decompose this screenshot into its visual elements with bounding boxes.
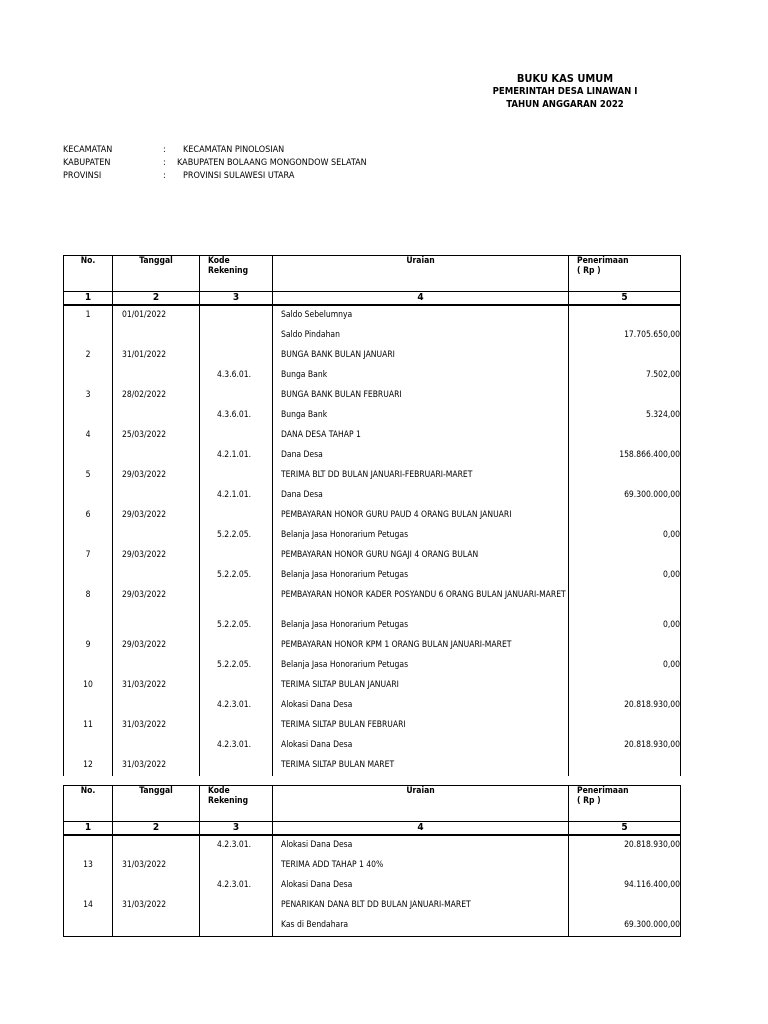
table-row <box>64 676 681 696</box>
cell-uraian: Bunga Bank <box>273 366 569 386</box>
cell-uraian: Belanja Jasa Honorarium Petugas <box>273 656 569 676</box>
cell-no <box>64 616 113 636</box>
cell-uraian: Alokasi Dana Desa <box>273 696 569 716</box>
cell-no: 5 <box>64 466 113 486</box>
document-year: TAHUN ANGGARAN 2022 <box>506 99 624 110</box>
cell-kode-rekening: 4.2.3.01. <box>200 696 273 716</box>
cell-uraian: BUNGA BANK BULAN JANUARI <box>273 346 569 366</box>
cell-uraian: TERIMA BLT DD BULAN JANUARI-FEBRUARI-MARET <box>273 466 569 486</box>
header-row <box>64 256 681 292</box>
cell-uraian: Saldo Sebelumnya <box>273 305 569 326</box>
cell-uraian: Kas di Bendahara <box>273 916 569 937</box>
table-row <box>64 616 681 636</box>
cell-tanggal <box>113 526 200 546</box>
cell-tanggal <box>113 486 200 506</box>
info-value: PROVINSI SULAWESI UTARA <box>183 171 295 181</box>
table-row <box>64 566 681 586</box>
cell-tanggal <box>113 736 200 756</box>
cell-tanggal <box>113 876 200 896</box>
cell-kode-rekening <box>200 326 273 346</box>
table-row <box>64 696 681 716</box>
cell-uraian: TERIMA SILTAP BULAN FEBRUARI <box>273 716 569 736</box>
cell-uraian: Dana Desa <box>273 446 569 466</box>
cell-uraian: PEMBAYARAN HONOR KADER POSYANDU 6 ORANG BULAN JANUARI-MARET <box>273 586 569 616</box>
cell-tanggal: 29/03/2022 <box>113 466 200 486</box>
col-number: 2 <box>113 822 200 836</box>
ledger-table-1 <box>63 255 681 776</box>
col-number: 4 <box>273 822 569 836</box>
cell-penerimaan: 0,00 <box>569 656 681 676</box>
cell-uraian: PEMBAYARAN HONOR GURU PAUD 4 ORANG BULAN JANUARI <box>273 506 569 526</box>
cell-tanggal <box>113 835 200 856</box>
cell-uraian: Alokasi Dana Desa <box>273 736 569 756</box>
col-number: 1 <box>64 292 113 306</box>
cell-tanggal <box>113 366 200 386</box>
info-colon: : <box>163 145 166 155</box>
cell-penerimaan: 5.324,00 <box>569 406 681 426</box>
cell-uraian: PEMBAYARAN HONOR GURU NGAJI 4 ORANG BULAN <box>273 546 569 566</box>
cell-uraian: Belanja Jasa Honorarium Petugas <box>273 526 569 546</box>
cell-kode-rekening <box>200 896 273 916</box>
cell-tanggal: 31/03/2022 <box>113 756 200 776</box>
cell-uraian: BUNGA BANK BULAN FEBRUARI <box>273 386 569 406</box>
cell-uraian: PENARIKAN DANA BLT DD BULAN JANUARI-MARET <box>273 896 569 916</box>
ledger-table-2 <box>63 785 681 937</box>
cell-penerimaan <box>569 346 681 366</box>
col-header-uraian: Uraian <box>273 256 569 292</box>
cell-no: 6 <box>64 506 113 526</box>
cell-penerimaan: 17.705.650,00 <box>569 326 681 346</box>
cell-kode-rekening <box>200 506 273 526</box>
cell-no: 7 <box>64 546 113 566</box>
col-number: 5 <box>569 292 681 306</box>
table-row <box>64 506 681 526</box>
table-row <box>64 305 681 326</box>
table-row <box>64 446 681 466</box>
table-row <box>64 526 681 546</box>
header-row <box>64 786 681 822</box>
table-row <box>64 546 681 566</box>
table-row <box>64 406 681 426</box>
cell-tanggal: 29/03/2022 <box>113 506 200 526</box>
cell-tanggal: 31/01/2022 <box>113 346 200 366</box>
col-header-uraian: Uraian <box>273 786 569 822</box>
cell-uraian: Alokasi Dana Desa <box>273 835 569 856</box>
cell-tanggal: 31/03/2022 <box>113 896 200 916</box>
cell-tanggal: 31/03/2022 <box>113 676 200 696</box>
cell-uraian: Saldo Pindahan <box>273 326 569 346</box>
cell-penerimaan: 0,00 <box>569 526 681 546</box>
info-value: KECAMATAN PINOLOSIAN <box>183 145 285 155</box>
table-row <box>64 366 681 386</box>
table-row <box>64 326 681 346</box>
cell-penerimaan <box>569 546 681 566</box>
cell-penerimaan <box>569 586 681 616</box>
cell-no: 1 <box>64 305 113 326</box>
col-header-penerimaan: Penerimaan ( Rp ) <box>569 786 681 822</box>
table-row <box>64 716 681 736</box>
cell-penerimaan: 7.502,00 <box>569 366 681 386</box>
cell-kode-rekening: 4.2.3.01. <box>200 876 273 896</box>
cell-no: 8 <box>64 586 113 616</box>
col-header-tanggal: Tanggal <box>113 786 200 822</box>
col-number: 3 <box>200 292 273 306</box>
table-row <box>64 896 681 916</box>
document-title: BUKU KAS UMUM <box>516 72 614 85</box>
cell-uraian: TERIMA SILTAP BULAN MARET <box>273 756 569 776</box>
cell-kode-rekening: 5.2.2.05. <box>200 656 273 676</box>
table-row <box>64 656 681 676</box>
table-row <box>64 636 681 656</box>
cell-tanggal <box>113 446 200 466</box>
cell-tanggal: 31/03/2022 <box>113 856 200 876</box>
cell-penerimaan <box>569 676 681 696</box>
cell-no <box>64 696 113 716</box>
col-header-kode: Kode Rekening <box>200 786 273 822</box>
info-label: KECAMATAN <box>63 145 113 155</box>
table-row <box>64 386 681 406</box>
cell-penerimaan: 20.818.930,00 <box>569 696 681 716</box>
table-row <box>64 856 681 876</box>
col-number: 1 <box>64 822 113 836</box>
cell-no: 12 <box>64 756 113 776</box>
cell-no: 11 <box>64 716 113 736</box>
col-number: 2 <box>113 292 200 306</box>
cell-uraian: Bunga Bank <box>273 406 569 426</box>
cell-penerimaan: 0,00 <box>569 616 681 636</box>
cell-no <box>64 916 113 937</box>
col-header-tanggal: Tanggal <box>113 256 200 292</box>
cell-tanggal <box>113 696 200 716</box>
cell-kode-rekening <box>200 636 273 656</box>
cell-kode-rekening: 5.2.2.05. <box>200 526 273 546</box>
cell-penerimaan <box>569 305 681 326</box>
cell-kode-rekening <box>200 546 273 566</box>
column-number-row <box>64 822 681 836</box>
cell-penerimaan <box>569 756 681 776</box>
cell-kode-rekening: 4.2.3.01. <box>200 736 273 756</box>
document-subtitle: PEMERINTAH DESA LINAWAN I <box>492 86 638 97</box>
table-row <box>64 426 681 446</box>
cell-uraian: Alokasi Dana Desa <box>273 876 569 896</box>
cell-kode-rekening: 4.3.6.01. <box>200 406 273 426</box>
cell-tanggal: 31/03/2022 <box>113 716 200 736</box>
table-row <box>64 756 681 776</box>
cell-tanggal: 29/03/2022 <box>113 586 200 616</box>
cell-penerimaan: 20.818.930,00 <box>569 835 681 856</box>
cell-uraian: TERIMA ADD TAHAP 1 40% <box>273 856 569 876</box>
col-header-kode: Kode Rekening <box>200 256 273 292</box>
table-row <box>64 916 681 937</box>
cell-kode-rekening <box>200 716 273 736</box>
cell-kode-rekening: 4.2.3.01. <box>200 835 273 856</box>
cell-kode-rekening <box>200 466 273 486</box>
cell-no: 2 <box>64 346 113 366</box>
col-header-no: No. <box>64 256 113 292</box>
cell-kode-rekening <box>200 676 273 696</box>
cell-no <box>64 446 113 466</box>
cell-penerimaan: 69.300.000,00 <box>569 486 681 506</box>
cell-kode-rekening <box>200 346 273 366</box>
table-row <box>64 736 681 756</box>
cell-tanggal <box>113 406 200 426</box>
table-row <box>64 486 681 506</box>
cell-tanggal <box>113 656 200 676</box>
cell-tanggal: 01/01/2022 <box>113 305 200 326</box>
cell-no <box>64 406 113 426</box>
cell-tanggal: 28/02/2022 <box>113 386 200 406</box>
col-header-penerimaan: Penerimaan ( Rp ) <box>569 256 681 292</box>
cell-penerimaan: 94.116.400,00 <box>569 876 681 896</box>
cell-no <box>64 326 113 346</box>
info-label: KABUPATEN <box>63 158 111 168</box>
table-row <box>64 466 681 486</box>
cell-kode-rekening <box>200 756 273 776</box>
table-row <box>64 586 681 616</box>
cell-penerimaan <box>569 636 681 656</box>
cell-penerimaan <box>569 466 681 486</box>
cell-penerimaan <box>569 386 681 406</box>
cell-tanggal: 29/03/2022 <box>113 636 200 656</box>
table-row <box>64 835 681 856</box>
column-number-row <box>64 292 681 306</box>
col-header-no: No. <box>64 786 113 822</box>
cell-no <box>64 486 113 506</box>
cell-no: 13 <box>64 856 113 876</box>
cell-no: 10 <box>64 676 113 696</box>
cell-no <box>64 835 113 856</box>
info-colon: : <box>163 158 166 168</box>
info-value: KABUPATEN BOLAANG MONGONDOW SELATAN <box>177 158 367 168</box>
cell-kode-rekening: 5.2.2.05. <box>200 566 273 586</box>
cell-kode-rekening: 4.2.1.01. <box>200 486 273 506</box>
cell-tanggal <box>113 326 200 346</box>
cell-uraian: PEMBAYARAN HONOR KPM 1 ORANG BULAN JANUARI-MARET <box>273 636 569 656</box>
cell-tanggal <box>113 566 200 586</box>
col-number: 3 <box>200 822 273 836</box>
cell-penerimaan <box>569 716 681 736</box>
cell-penerimaan <box>569 506 681 526</box>
cell-no <box>64 736 113 756</box>
info-label: PROVINSI <box>63 171 102 181</box>
cell-kode-rekening <box>200 426 273 446</box>
cell-kode-rekening: 5.2.2.05. <box>200 616 273 636</box>
cell-penerimaan: 69.300.000,00 <box>569 916 681 937</box>
cell-no <box>64 876 113 896</box>
cell-uraian: Belanja Jasa Honorarium Petugas <box>273 616 569 636</box>
cell-penerimaan <box>569 426 681 446</box>
cell-kode-rekening <box>200 856 273 876</box>
cell-kode-rekening: 4.3.6.01. <box>200 366 273 386</box>
cell-penerimaan: 20.818.930,00 <box>569 736 681 756</box>
cell-no: 14 <box>64 896 113 916</box>
cell-uraian: DANA DESA TAHAP 1 <box>273 426 569 446</box>
cell-kode-rekening: 4.2.1.01. <box>200 446 273 466</box>
cell-penerimaan: 158.866.400,00 <box>569 446 681 466</box>
cell-no: 9 <box>64 636 113 656</box>
cell-uraian: Dana Desa <box>273 486 569 506</box>
cell-kode-rekening <box>200 305 273 326</box>
cell-uraian: Belanja Jasa Honorarium Petugas <box>273 566 569 586</box>
cell-penerimaan <box>569 856 681 876</box>
cell-penerimaan <box>569 896 681 916</box>
table-row <box>64 346 681 366</box>
cell-kode-rekening <box>200 586 273 616</box>
cell-kode-rekening <box>200 386 273 406</box>
col-number: 4 <box>273 292 569 306</box>
cell-no <box>64 566 113 586</box>
table-row <box>64 876 681 896</box>
cell-no <box>64 366 113 386</box>
cell-tanggal: 29/03/2022 <box>113 546 200 566</box>
cell-no <box>64 656 113 676</box>
cell-tanggal <box>113 616 200 636</box>
cell-uraian: TERIMA SILTAP BULAN JANUARI <box>273 676 569 696</box>
cell-kode-rekening <box>200 916 273 937</box>
info-colon: : <box>163 171 166 181</box>
cell-tanggal <box>113 916 200 937</box>
cell-tanggal: 25/03/2022 <box>113 426 200 446</box>
cell-no: 4 <box>64 426 113 446</box>
cell-no <box>64 526 113 546</box>
cell-no: 3 <box>64 386 113 406</box>
col-number: 5 <box>569 822 681 836</box>
cell-penerimaan: 0,00 <box>569 566 681 586</box>
